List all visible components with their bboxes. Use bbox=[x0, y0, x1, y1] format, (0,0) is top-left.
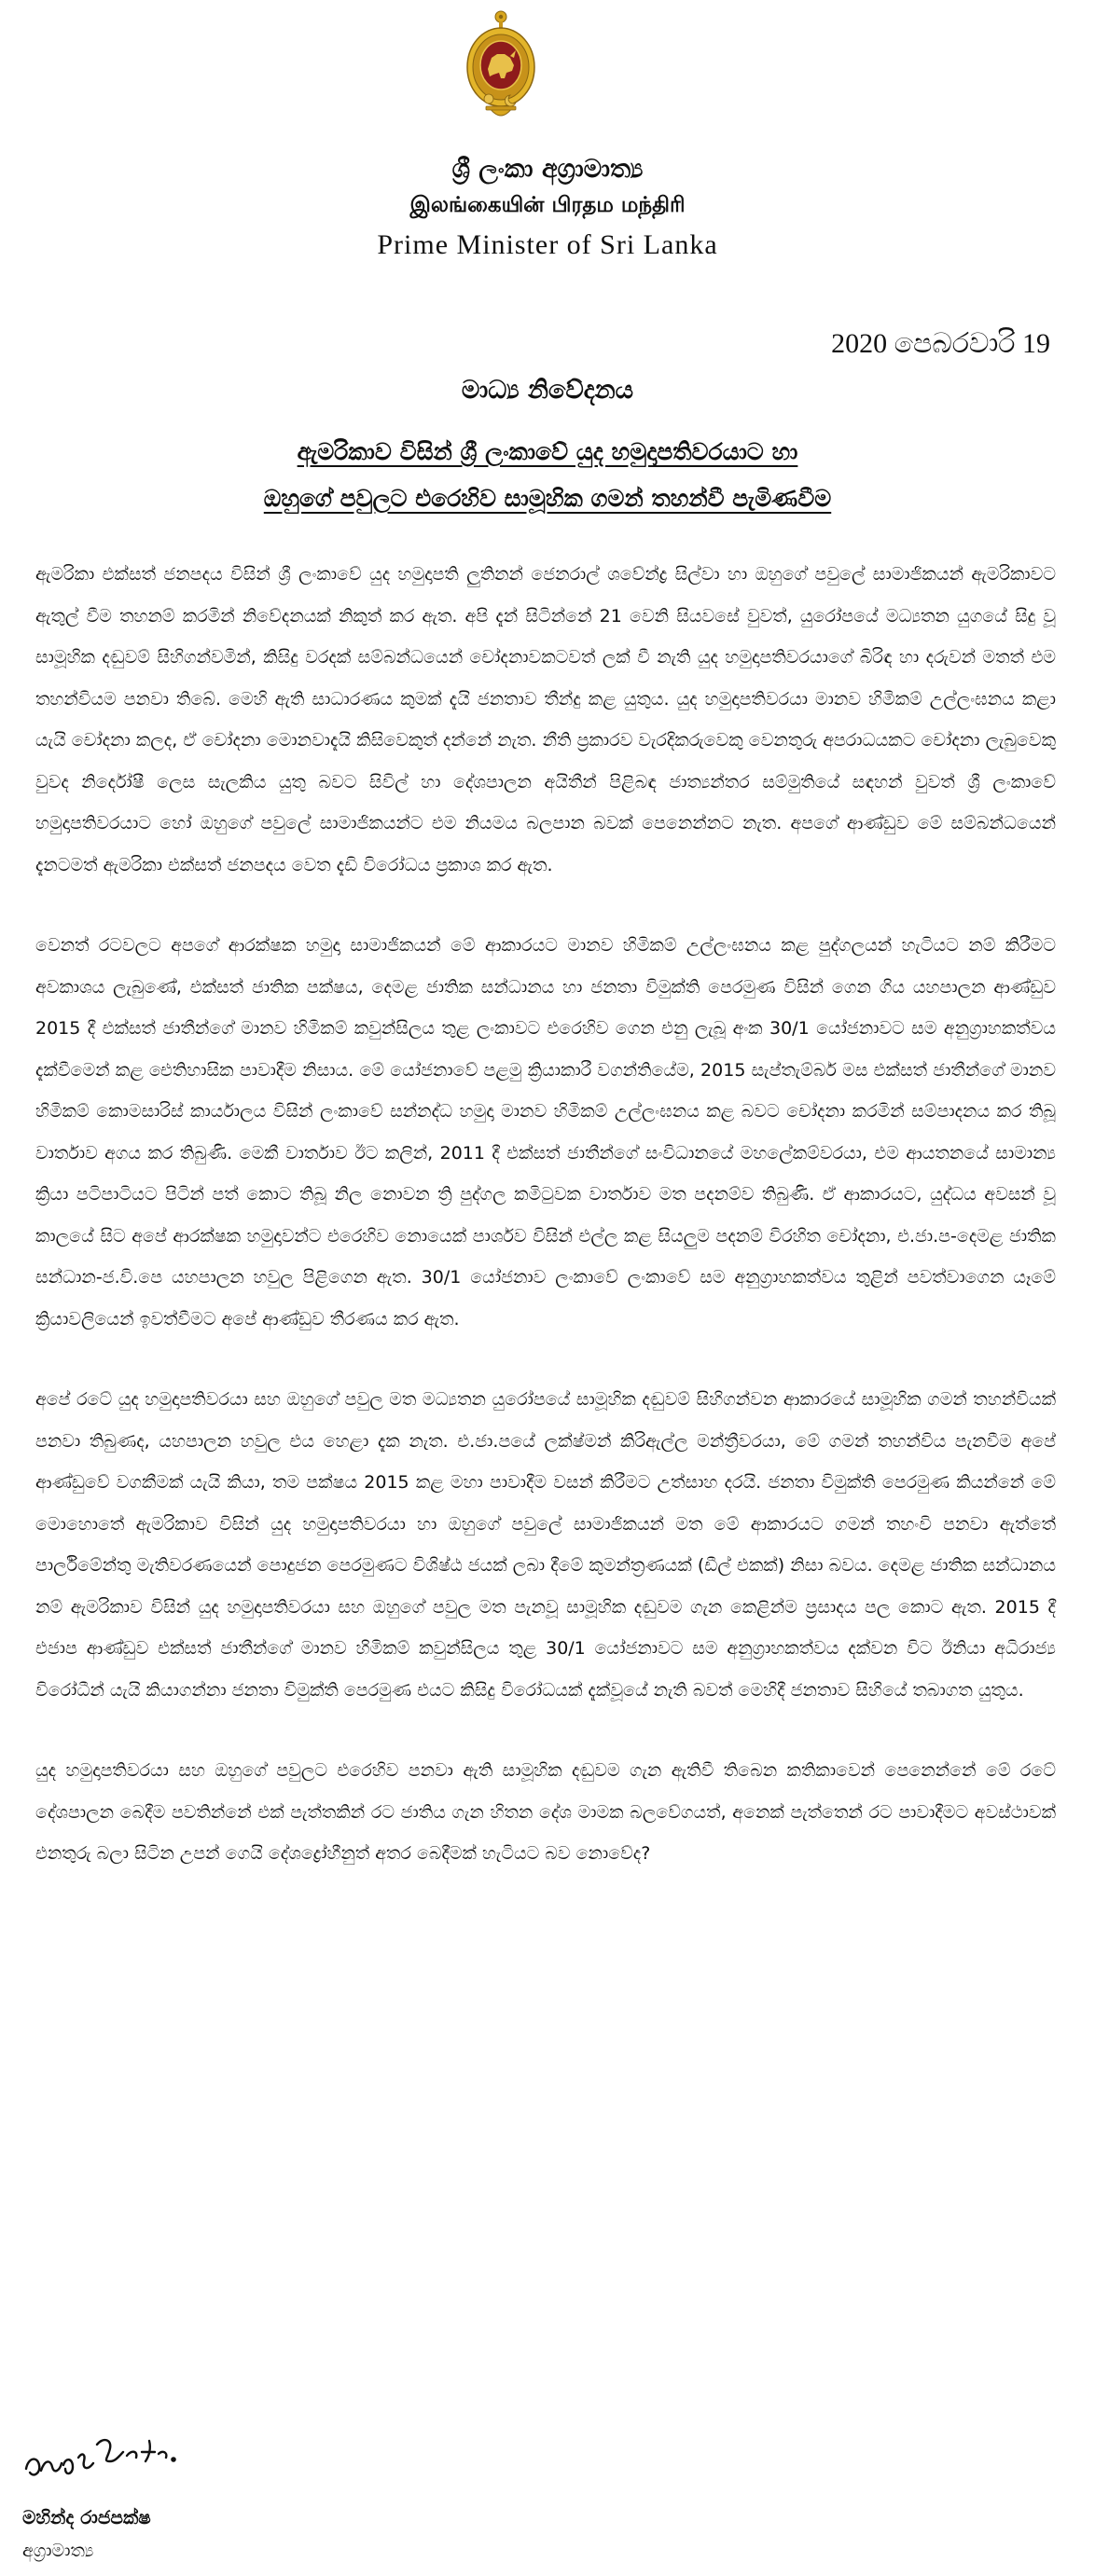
body-paragraph-2: වෙනත් රටවලට අපගේ ආරක්ෂක හමුදා සාමාජිකයන් මේ ආකාරයට මානව හිමිකම් උල්ලංඝනය කළ පුද්ගලයන් හැටියට නම් කිරීමට අවකාශය ලැබුණේ, එක්සත් ජාතික පක්ෂය, දෙමළ ජාතික සන්ධානය හා ජනතා විමුක්ති පෙරමුණ විසින් ගෙන ගිය යහපාලන ආණ්ඩුව 2015 දී එක්සත් ජාතීන්ගේ මානව හිමිකම් කවුන්සිලය තුළ ලංකාවට එරෙහිව ගෙන එනු ලැබූ අංක 30/1 යෝජනාවට සම අනුග්‍රාහකත්වය දැක්වීමෙන් කළ ඓතිහාසික පාවාදීම නිසාය. මේ යෝජනාවේ පළමු ක්‍රියාකාරී වගන්තියේම, 2015 සැප්තැම්බර් මස එක්සත් ජාතීන්ගේ මානව හිමිකම් කොමසාරිස් කාර්යාලය විසින් ලංකාවේ සන්නද්ධ හමුදා මානව හිමිකම් උල්ලංඝනය කළ බවට චෝදනා කරමින් සම්පාදනය කර තිබූ වාර්තාව අගය කර තිබුණි. මෙකී වාර්තාව ඊට කලින්, 2011 දී එක්සත් ජාතීන්ගේ සංවිධානයේ මහලේකම්වරයා, එම ආයතනයේ සාමාන්‍ය ක්‍රියා පටිපාටියට පිටින් පත් කොට තිබූ නිල නොවන ත්‍රි පුද්ගල කමිටුවක වාර්තාව මත පදනම්ව තිබුණි. ඒ ආකාරයට, යුද්ධය අවසන් වූ කාලයේ සිට අපේ ආරක්ෂක හමුදාවන්ට එරෙහිව නොයෙක් පාර්ශව විසින් එල්ල කළ සියලුම පදනම් විරහිත චෝදනා, එ.ජා.ප-දෙමළ ජාතික සන්ධාන-ජ.වි.පෙ යහපාලන හවුල පිළිගෙන ඇත. 30/1 යෝජනාව ලංකාවේ ලංකාවේ සම අනුග්‍රාහකත්වය තුළින් පවත්වාගෙන යෑමේ ක්‍රියාවලියෙන් ඉවත්වීමට අපේ ආණ්ඩුව තීරණය කර ඇත. bbox=[35, 935, 1056, 1329]
body-paragraph-3: අපේ රටේ යුද හමුදාපතිවරයා සහ ඔහුගේ පවුල මත මධ්‍යතන යුරෝපයේ සාමූහික දඬුවම් සිහිගන්වන ආකාරයේ සාමූහික ගමන් තහන්වියක් පනවා තිබුණද, යහපාලන හවුල එය හෙළා දැක නැත. එ.ජා.පයේ ලක්ෂ්මන් කිරිඇල්ල මන්ත්‍රීවරයා, මේ ගමන් තහන්විය පැනවීම අපේ ආණ්ඩුවේ වගකීමක් යැයි කියා, තම පක්ෂය 2015 කළ මහා පාවාදීම වසන් කිරීමට උත්සාහ දරයි. ජනතා විමුක්ති පෙරමුණ කියන්නේ මේ මොහොතේ ඇමරිකාව විසින් යුද හමුදාපතිවරයා හා ඔහුගේ පවුලේ සාමාජිකයන් මත මේ ආකාරයට ගමන් තහංවි පනවා ඇත්තේ පාර්ලිමේන්තු මැතිවරණයෙන් පොදුජන පෙරමුණට විශිෂ්ඨ ජයක් ලබා දීමේ කුමන්ත්‍රණයක් (ඩීල් එකක්) නිසා බවය. දෙමළ ජාතික සන්ධානය නම් ඇමරිකාව විසින් යුද හමුදාපතිවරයා සහ ඔහුගේ පවුල මත පැනවූ සාමූහික දඬුවම ගැන කෙළින්ම ප්‍රසාදය පල කොට ඇත. 2015 දී එජාප ආණ්ඩුව එක්සත් ජාතීන්ගේ මානව හිමිකම් කවුන්සිලය තුළ 30/1 යෝජනාවට සම අනුග්‍රාහකත්වය දක්වන විට ඊනියා අධිරාජ්‍ය විරෝධීන් යැයි කියාගන්නා ජනතා විමුක්ති පෙරමුණ එයට කිසිදු විරෝධයක් දැක්වූයේ නැති බවත් මෙහිදී ජනතාව සිහියේ තබාගත යුතුය. bbox=[35, 1389, 1056, 1701]
letterhead-english: Prime Minister of Sri Lanka bbox=[377, 229, 718, 260]
body-paragraph-1: ඇමරිකා එක්සත් ජනපදය විසින් ශ්‍රී ලංකාවේ යුද හමුදාපති ලුතිනන් ජෙනරාල් ශවේන්ද්‍ර සිල්වා හා ඔහුගේ පවුලේ සාමාජිකයන් ඇමරිකාවට ඇතුල් වීම තහනම් කරමින් නිවේදනයක් නිකුත් කර ඇත. අපි දැන් සිටින්නේ 21 වෙනි සියවසේ වුවත්, යුරෝපයේ මධ්‍යතන යුගයේ සිදු වූ සාමූහික දඬුවම් සිහිගන්වමින්, කිසිදු වරදක් සම්බන්ධයෙන් චෝදනාවකටවත් ලක් වී නැති යුද හමුදාපතිවරයාගේ බිරිඳ හා දරුවන් මතත් එම තහන්වියම පනවා තිබේ. මෙහි ඇති සාධාරණය කුමක් දැයි ජනතාව තීන්දු කළ යුතුය. යුද හමුදාපතිවරයා මානව හිමිකම් උල්ලංඝනය කළා යැයි චෝදනා කලද, ඒ චෝදනා මොනවාදැයි කිසිවෙකුත් දන්නේ නැත. නීති ප්‍රකාරව වැරදිකරුවෙකු වෙනතුරු අපරාධයකට චෝදනා ලැබුවෙකු වුවද නිර්දෝෂී ලෙස සැලකිය යුතු බවට සිවිල් හා දේශපාලන අයිතීන් පිළිබඳ ජාත්‍යන්තර සම්මුතියේ සඳහන් වුවත් ශ්‍රී ලංකාවේ හමුදාපතිවරයාට හෝ ඔහුගේ පවුලේ සාමාජිකයන්ට එම නියමය බලපාන බවක් පෙනෙන්නට නැත. අපගේ ආණ්ඩුව මේ සම්බන්ධයෙන් දැනටමත් ඇමරිකා එක්සත් ජනපදය වෙත දැඩි විරෝධය ප්‍රකාශ කර ඇත. bbox=[35, 564, 1056, 875]
release-title-line-1: ඇමරිකාව විසින් ශ්‍රී ලංකාවේ යුද හමුදාපතිවරයාට හා bbox=[297, 438, 798, 465]
signatory-title: අග්‍රාමාත්‍ය bbox=[22, 2541, 94, 2561]
release-label: මාධ්‍ය නිවේදනය bbox=[461, 376, 634, 405]
handwritten-signature bbox=[19, 2424, 243, 2489]
release-body bbox=[35, 554, 1056, 1875]
signatory-name: මහින්ද රාජපක්ෂ bbox=[22, 2506, 151, 2528]
release-date: 2020 පෙබරවාරි 19 bbox=[831, 328, 1050, 359]
body-paragraph-4: යුද හමුදාපතිවරයා සහ ඔහුගේ පවුලට එරෙහිව පනවා ඇති සාමූහික දඬුවම ගැන ඇතිවී තිබෙන කතිකාවෙන් පෙනෙන්නේ මේ රටේ දේශපාලන බෙදීම පවතින්නේ එක් පැත්තකින් රට ජාතිය ගැන හිතන දේශ මාමක බලවේගයත්, අනෙක් පැත්තෙන් රට පාවාදීමට අවස්ථාවක් එනතුරු බලා සිටින උපන් ගෙයි දේශද්‍රෝහීනුත් අතර බෙදීමක් හැටියට බව නොවේද? bbox=[35, 1760, 1056, 1864]
sri-lanka-national-emblem-icon bbox=[464, 9, 538, 123]
release-title-line-2: ඔහුගේ පවුලට එරෙහිව සාමූහික ගමන් තහන්වී පැමිණවීම bbox=[263, 485, 832, 512]
letterhead-sinhala: ශ්‍රී ලංකා අග්‍රාමාත්‍ය bbox=[451, 155, 644, 184]
letterhead-tamil: இலங்கையின் பிரதம மந்திரி bbox=[409, 193, 686, 217]
